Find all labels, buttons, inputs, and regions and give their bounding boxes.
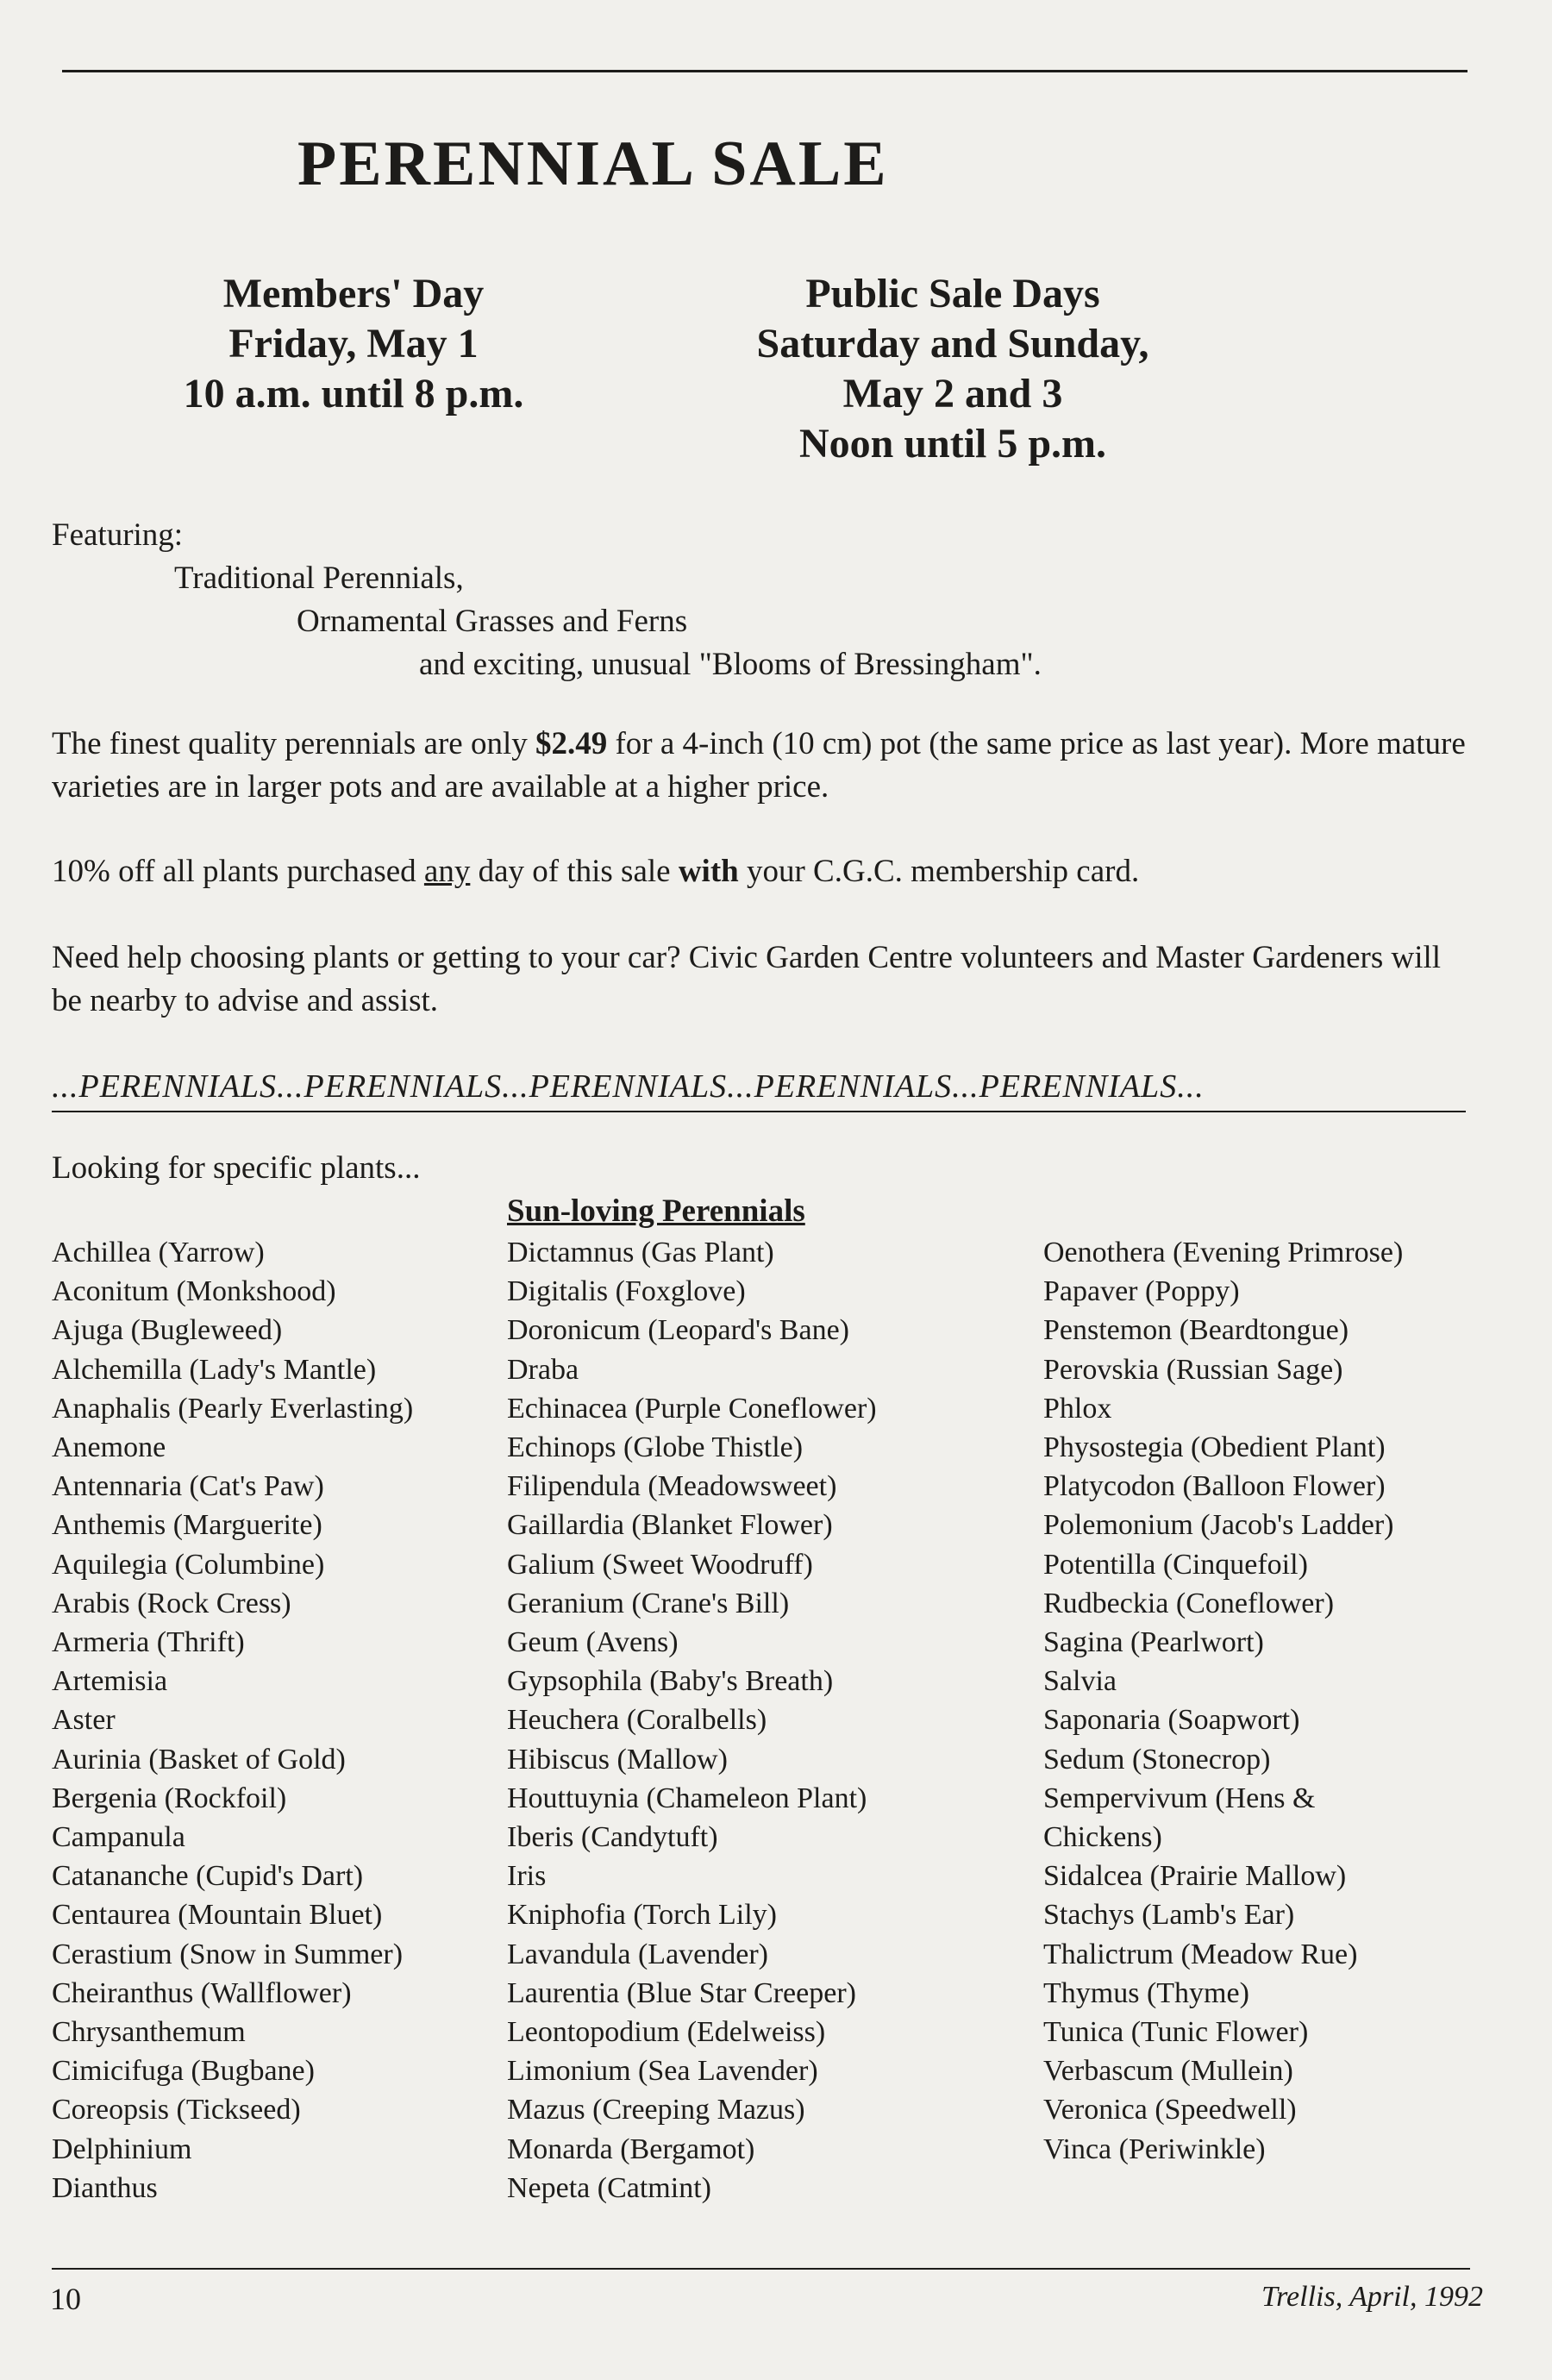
featuring-line1: Traditional Perennials, (174, 561, 464, 596)
plant-list-item: Achillea (Yarrow) (52, 1237, 265, 1268)
plant-list-item: Catananche (Cupid's Dart) (52, 1860, 364, 1893)
plant-list-item: Gypsophila (Baby's Breath) (507, 1665, 834, 1698)
plant-list-item: Rudbeckia (Coneflower) (1043, 1587, 1335, 1619)
plant-list-item: Salvia (1043, 1665, 1117, 1698)
plant-list-item: Physostegia (Obedient Plant) (1043, 1431, 1386, 1464)
plant-list-item: Monarda (Bergamot) (507, 2133, 755, 2165)
plant-list-item: Dianthus (52, 2171, 158, 2204)
plant-list-item: Iberis (Candytuft) (507, 1821, 718, 1854)
plant-list-item: Delphinium (52, 2133, 192, 2165)
plant-list-item: Veronica (Speedwell) (1043, 2094, 1297, 2126)
plant-list-item: Perovskia (Russian Sage) (1043, 1353, 1343, 1386)
plant-list-item: Aurinia (Basket of Gold) (52, 1743, 346, 1776)
plant-list-item: Houttuynia (Chameleon Plant) (507, 1782, 867, 1814)
plant-list-item: Sagina (Pearlwort) (1043, 1626, 1264, 1659)
members-day-block (121, 269, 586, 419)
discount-emphasis: any (423, 854, 471, 889)
plant-list-item: Vinca (Periwinkle) (1043, 2133, 1266, 2165)
plant-list-item: Sedum (Stonecrop) (1043, 1743, 1271, 1776)
members-day-heading: Members' Day (222, 271, 485, 316)
plant-list-item: Hibiscus (Mallow) (507, 1743, 728, 1776)
featuring-block (52, 514, 1474, 686)
plant-list-item: Lavandula (Lavender) (507, 1938, 768, 1970)
looking-for-text: Looking for specific plants... (52, 1150, 421, 1186)
discount-text-middle: day of this sale (470, 854, 679, 889)
plant-list-item: Laurentia (Blue Star Creeper) (507, 1976, 856, 2009)
price-paragraph (52, 723, 1466, 809)
price-value: $2.49 (535, 726, 608, 761)
plant-list-item: Cimicifuga (Bugbane) (52, 2055, 315, 2088)
plant-list-item: Coreopsis (Tickseed) (52, 2094, 301, 2126)
plant-list-item: Bergenia (Rockfoil) (52, 1782, 287, 1814)
plant-list-item: Mazus (Creeping Mazus) (507, 2094, 805, 2126)
plant-list-item: Papaver (Poppy) (1043, 1275, 1240, 1308)
plant-list-item: Draba (507, 1353, 579, 1386)
discount-text-after: your C.G.C. membership card. (738, 854, 1140, 889)
plant-list-item: Limonium (Sea Lavender) (507, 2055, 818, 2088)
public-days-time: Noon until 5 p.m. (798, 421, 1107, 467)
plant-list-item: Doronicum (Leopard's Bane) (507, 1314, 849, 1347)
plant-list-item: Iris (507, 1860, 547, 1893)
members-day-time: 10 a.m. until 8 p.m. (183, 371, 524, 416)
discount-paragraph (52, 850, 1466, 893)
plants-column-3 (1043, 1233, 1403, 2169)
plant-list-item: Aquilegia (Columbine) (52, 1548, 325, 1581)
plant-list-item: Kniphofia (Torch Lily) (507, 1899, 777, 1932)
plant-list-item: Geum (Avens) (507, 1626, 679, 1659)
discount-text-before: 10% off all plants purchased (52, 854, 424, 889)
plant-list-item: Geranium (Crane's Bill) (507, 1587, 790, 1619)
public-days-heading: Public Sale Days (805, 271, 1100, 316)
plant-list-item: Aster (52, 1704, 116, 1737)
members-day-date: Friday, May 1 (228, 321, 479, 366)
plant-list-item: Oenothera (Evening Primrose) (1043, 1237, 1404, 1268)
plant-list-item: Platycodon (Balloon Flower) (1043, 1470, 1386, 1503)
plant-list-item: Chickens) (1043, 1821, 1162, 1854)
price-text-before: The finest quality perennials are only (52, 726, 535, 761)
perennials-banner: ...PERENNIALS...PERENNIALS...PERENNIALS...PERENNIALS...PERENNIALS... (52, 1068, 1205, 1105)
plant-list-item: Echinops (Globe Thistle) (507, 1431, 804, 1464)
sun-loving-heading: Sun-loving Perennials (507, 1193, 805, 1229)
plant-list-item: Heuchera (Coralbells) (507, 1704, 767, 1737)
plant-list-item: Polemonium (Jacob's Ladder) (1043, 1509, 1394, 1542)
plant-list-item: Nepeta (Catmint) (507, 2171, 711, 2204)
plant-list-item: Alchemilla (Lady's Mantle) (52, 1353, 377, 1386)
price-text-after: for a 4-inch (10 cm) pot (the same price as last year). More mature varieties are in larger pots and are available at a higher price. (52, 726, 1466, 805)
page-title: PERENNIAL SALE (297, 128, 889, 199)
plant-list-item: Tunica (Tunic Flower) (1043, 2016, 1309, 2049)
plant-list-item: Potentilla (Cinquefoil) (1043, 1548, 1308, 1581)
help-paragraph: Need help choosing plants or getting to your car? Civic Garden Centre volunteers and Master Gardeners will be nearby to advise and assist. (52, 940, 1442, 1018)
plant-list-item: Artemisia (52, 1665, 168, 1698)
plant-list-item: Stachys (Lamb's Ear) (1043, 1899, 1295, 1932)
plant-list-item: Thymus (Thyme) (1043, 1976, 1249, 2009)
featuring-line2: Ornamental Grasses and Ferns (297, 604, 688, 639)
plant-list-item: Sidalcea (Prairie Mallow) (1043, 1860, 1347, 1893)
plant-list-item: Sempervivum (Hens & (1043, 1782, 1316, 1814)
public-sale-days-block (698, 269, 1207, 469)
plant-list-item: Leontopodium (Edelweiss) (507, 2016, 826, 2049)
plant-list-item: Verbascum (Mullein) (1043, 2055, 1293, 2088)
publication-info: Trellis, April, 1992 (1261, 2281, 1483, 2313)
featuring-line3: and exciting, unusual "Blooms of Bressingham". (419, 647, 1042, 682)
top-rule (62, 70, 1468, 72)
plant-list-item: Chrysanthemum (52, 2016, 246, 2049)
plant-list-item: Phlox (1043, 1392, 1112, 1425)
plants-column-2 (507, 1233, 877, 2208)
plant-list-item: Arabis (Rock Cress) (52, 1587, 291, 1619)
plant-list-item: Echinacea (Purple Coneflower) (507, 1392, 877, 1425)
plant-list-item: Centaurea (Mountain Bluet) (52, 1899, 383, 1932)
plant-list-item: Thalictrum (Meadow Rue) (1043, 1938, 1358, 1970)
plant-list-item: Anemone (52, 1431, 166, 1464)
plant-list-item: Saponaria (Soapwort) (1043, 1704, 1300, 1737)
plant-list-item: Anthemis (Marguerite) (52, 1509, 322, 1542)
plant-list-item: Gaillardia (Blanket Flower) (507, 1509, 833, 1542)
public-days-date-line1: Saturday and Sunday, (756, 321, 1149, 366)
plant-list-item: Cheiranthus (Wallflower) (52, 1976, 352, 2009)
featuring-label: Featuring: (52, 517, 184, 553)
plant-list-item: Antennaria (Cat's Paw) (52, 1470, 324, 1503)
page-number: 10 (50, 2282, 81, 2316)
plant-list-item: Cerastium (Snow in Summer) (52, 1938, 404, 1970)
public-days-date-line2: May 2 and 3 (842, 371, 1063, 416)
plant-list-item: Campanula (52, 1821, 185, 1854)
plant-list-item: Digitalis (Foxglove) (507, 1275, 746, 1308)
bottom-rule (52, 2268, 1470, 2270)
plant-list-item: Galium (Sweet Woodruff) (507, 1548, 813, 1581)
plant-list-item: Ajuga (Bugleweed) (52, 1314, 283, 1347)
plant-list-item: Penstemon (Beardtongue) (1043, 1314, 1349, 1347)
discount-bold: with (678, 854, 739, 889)
plant-list-item: Armeria (Thrift) (52, 1626, 245, 1659)
plant-list-item: Aconitum (Monkshood) (52, 1275, 336, 1308)
plant-list-item: Dictamnus (Gas Plant) (507, 1237, 774, 1268)
banner-rule (52, 1111, 1466, 1112)
plant-list-item: Filipendula (Meadowsweet) (507, 1470, 837, 1503)
plants-column-1 (52, 1233, 413, 2208)
plant-list-item: Anaphalis (Pearly Everlasting) (52, 1392, 414, 1425)
